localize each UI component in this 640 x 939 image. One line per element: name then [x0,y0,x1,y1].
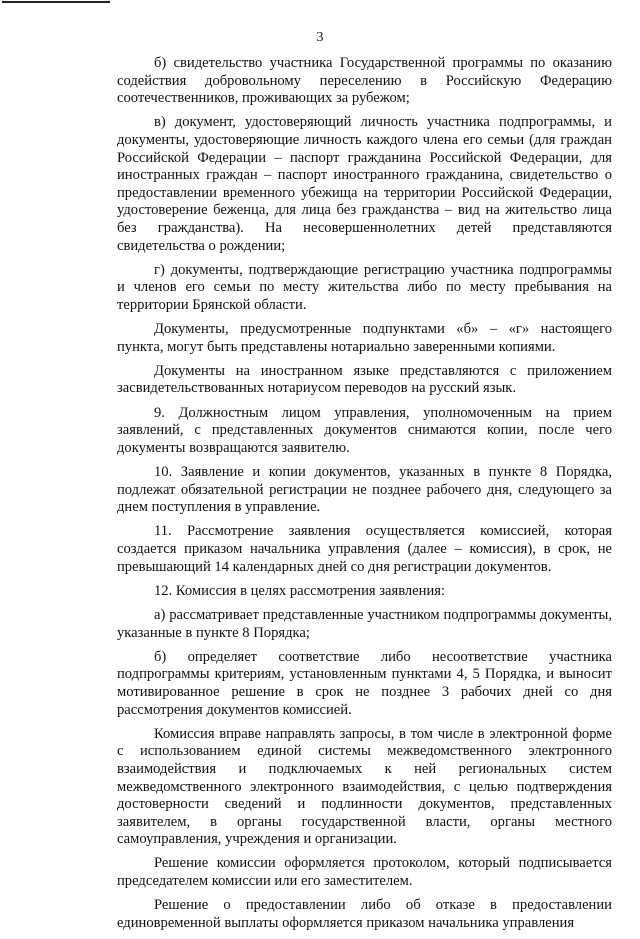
paragraph-subitem-v-identity-documents: в) документ, удостоверяющий личность участника подпрограммы, и документы, удостоверяющие личность каждого члена его семьи (для граждан Российской Федерации – паспорт гражданина Российской Федерации, для иностранных граждан – паспорт иностранного гражданина, свидетельство о предоставлении временного убежища на территории Российской Федерации, удостоверение беженца, для лица без гражданства – вид на жительство лица без гражданства). На несовершеннолетних детей представляются свидетельства о рождении; [117,114,612,254]
paragraph-item-12-b: б) определяет соответствие либо несоответствие участника подпрограммы критериям, установленным пунктами 4, 5 Порядка, и выносит мотивированное решение в срок не позднее 3 рабочих дней со дня рассмотрения документов комиссией. [117,648,612,718]
page-number: 3 [316,30,324,45]
paragraph-item-9: 9. Должностным лицом управления, уполномоченным на прием заявлений, с представленных документов снимаются копии, после чего документы возвращаются заявителю. [117,404,612,456]
paragraph-subitem-g-registration: г) документы, подтверждающие регистрацию участника подпрограммы и членов его семьи по месту жительства либо по месту пребывания на территории Брянской области. [117,261,612,313]
paragraph-commission-protocol: Решение комиссии оформляется протоколом, который подписывается председателем комиссии или его заместителем. [117,855,612,890]
paragraph-foreign-language: Документы на иностранном языке представляются с приложением засвидетельствованных нотариусом переводов на русский язык. [117,362,612,397]
document-body [117,55,612,939]
header-rule [2,1,110,3]
paragraph-item-11: 11. Рассмотрение заявления осуществляется комиссией, которая создается приказом начальника управления (далее – комиссия), в срок, не превышающий 14 календарных дней со дня регистрации документов. [117,523,612,575]
paragraph-item-10: 10. Заявление и копии документов, указанных в пункте 8 Порядка, подлежат обязательной регистрации не позднее рабочего дня, следующего за днем поступления в управление. [117,464,612,516]
paragraph-subitem-b-certificate: б) свидетельство участника Государственной программы по оказанию содействия добровольному переселению в Российскую Федерацию соотечественников, проживающих за рубежом; [117,55,612,107]
paragraph-item-12-a: а) рассматривает представленные участником подпрограммы документы, указанные в пункте 8 Порядка; [117,606,612,641]
paragraph-notarized-copies: Документы, предусмотренные подпунктами «б» – «г» настоящего пункта, могут быть представлены нотариально заверенными копиями. [117,321,612,355]
paragraph-commission-requests: Комиссия вправе направлять запросы, в том числе в электронной форме с использованием единой системы межведомственного электронного взаимодействия и подключаемых к ней региональных систем межведомственного электронного взаимодействия, с целью подтверждения достоверности сведений и подлинности документов, представленных заявителем, в органы государственной власти, органы местного самоуправления, учреждения и организации. [117,725,612,848]
paragraph-item-12: 12. Комиссия в целях рассмотрения заявления: [154,582,446,599]
paragraph-decision-order: Решение о предоставлении либо об отказе в предоставлении единовременной выплаты оформляется приказом начальника управления [117,897,612,931]
